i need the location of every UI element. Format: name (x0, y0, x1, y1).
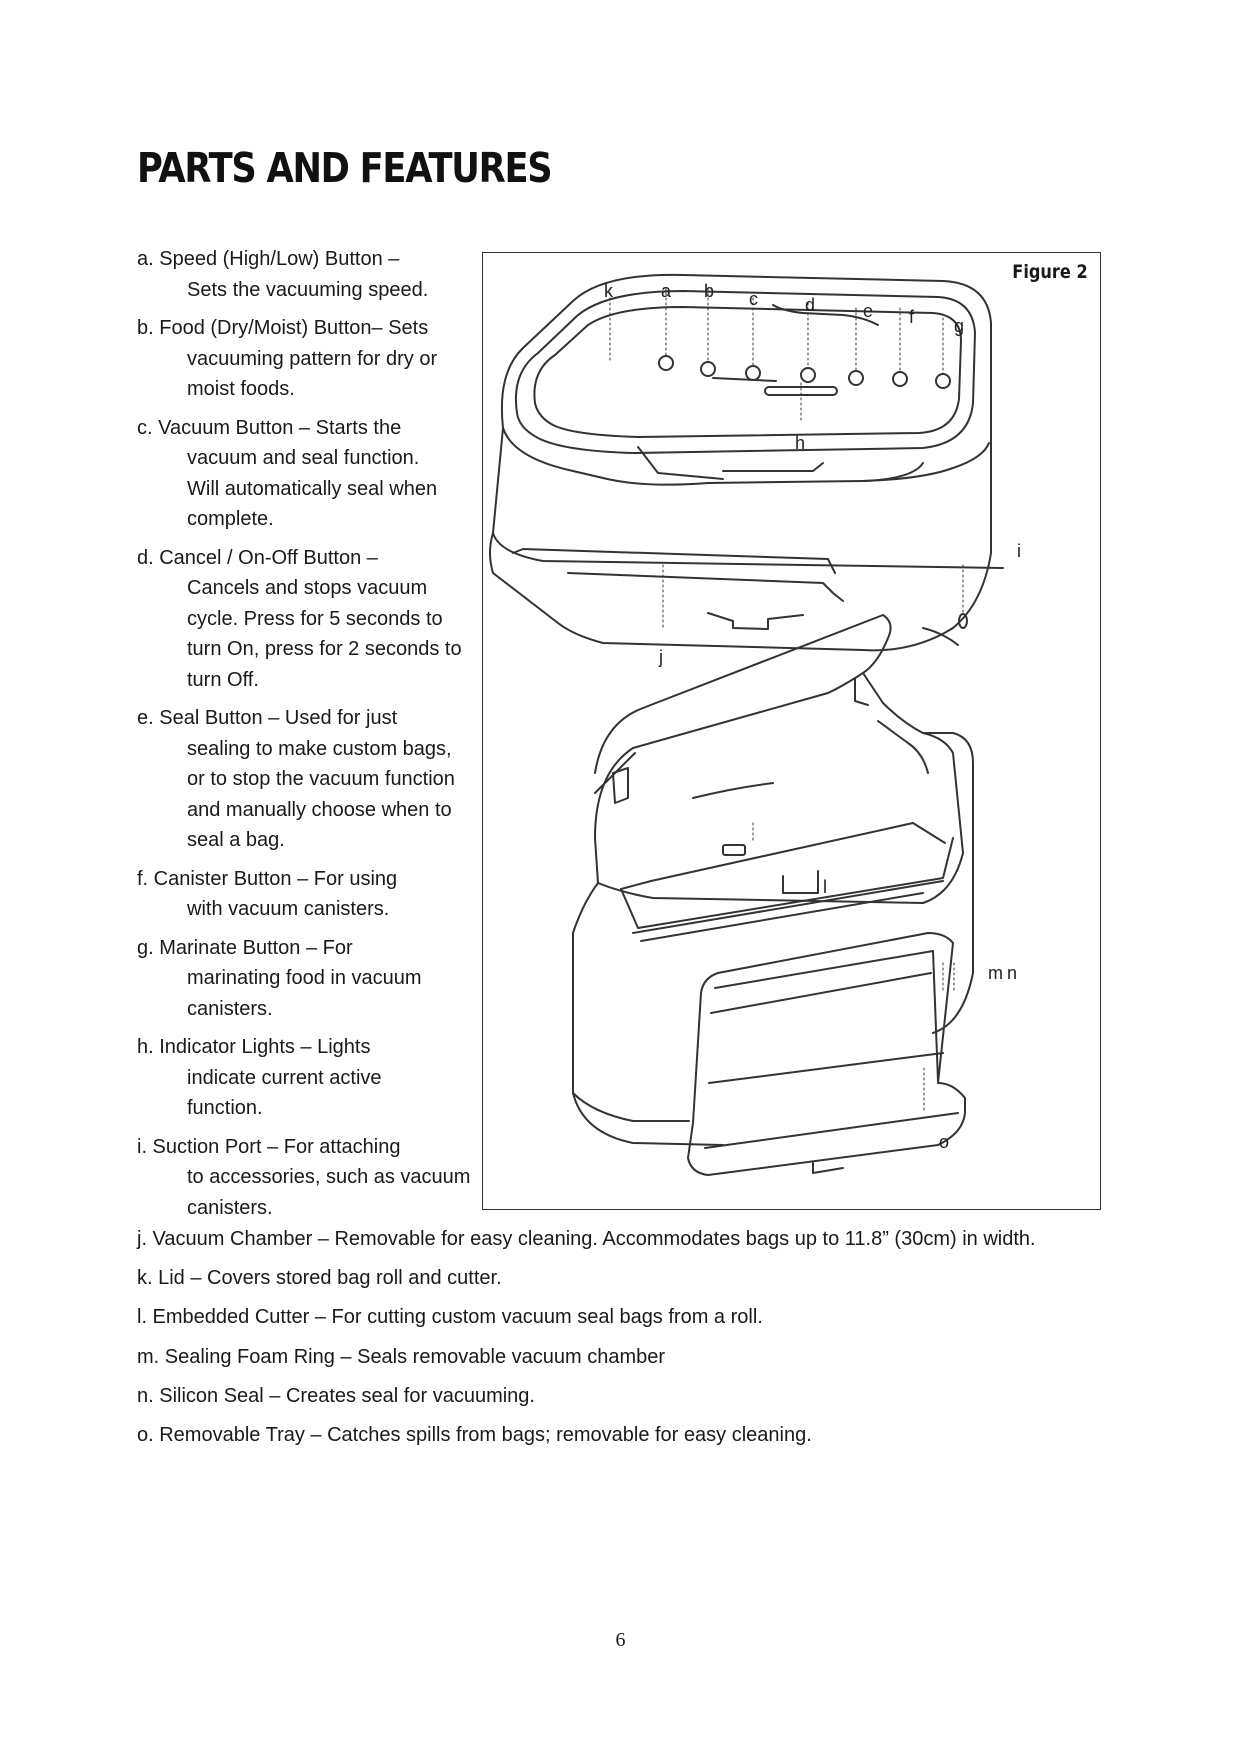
parts-list-bottom (137, 1224, 1097, 1459)
figure-caption: Figure 2 (1012, 261, 1088, 283)
item-line: and manually choose when to (187, 798, 452, 821)
item-line: Cancels and stops vacuum (187, 577, 428, 599)
list-item (137, 703, 477, 856)
item-line: Will automatically seal when (187, 477, 438, 500)
list-item (137, 1032, 477, 1124)
item-line: a. Speed (High/Low) Button – (137, 248, 400, 270)
item-line: with vacuum canisters. (187, 898, 390, 920)
list-item: j. Vacuum Chamber – Removable for easy cleaning. Accommodates bags up to 11.8” (30cm) in width. (137, 1228, 1036, 1250)
item-line: i. Suction Port – For attaching (137, 1135, 401, 1158)
callout-labels (604, 281, 1021, 1152)
list-item (137, 313, 477, 405)
item-line: b. Food (Dry/Moist) Button– Sets (137, 317, 429, 339)
page-number: 6 (615, 1629, 626, 1651)
callout-f: f (909, 307, 915, 327)
callout-g: g (954, 316, 965, 336)
item-line: turn On, press for 2 seconds to (187, 638, 462, 660)
item-line: seal a bag. (187, 829, 285, 851)
list-item (137, 543, 477, 696)
callout-n: n (1007, 963, 1018, 983)
item-line: function. (187, 1097, 263, 1119)
callout-c: c (749, 289, 758, 309)
item-line: vacuum and seal function. (187, 447, 420, 469)
callout-m: m (988, 963, 1003, 983)
callout-j: j (659, 647, 663, 667)
item-line: to accessories, such as vacuum (187, 1166, 471, 1188)
sealer-closed-drawing (490, 275, 1003, 650)
figure-2 (482, 252, 1101, 1210)
callout-e: e (863, 301, 874, 321)
list-item (137, 864, 477, 925)
list-item: n. Silicon Seal – Creates seal for vacuuming. (137, 1384, 535, 1407)
item-line: complete. (187, 508, 274, 530)
list-item (137, 413, 477, 535)
callout-b: b (704, 281, 715, 301)
item-line: sealing to make custom bags, (187, 737, 452, 760)
callout-k: k (604, 281, 613, 301)
list-item: k. Lid – Covers stored bag roll and cutter. (137, 1267, 502, 1290)
item-line: g. Marinate Button – For (137, 936, 353, 959)
list-item (137, 1132, 477, 1224)
callout-o: o (939, 1132, 950, 1152)
vacuum-sealer-illustration (483, 253, 1102, 1211)
item-line: c. Vacuum Button – Starts the (137, 416, 402, 439)
item-line: d. Cancel / On-Off Button – (137, 546, 378, 569)
item-line: indicate current active (187, 1066, 382, 1089)
list-item: m. Sealing Foam Ring – Seals removable vacuum chamber (137, 1345, 666, 1368)
callout-l: l (823, 877, 827, 897)
callout-a: a (661, 281, 672, 301)
item-line: canisters. (187, 1196, 273, 1219)
item-line: vacuuming pattern for dry or (187, 347, 438, 370)
item-line: Sets the vacuuming speed. (187, 278, 429, 301)
list-item: l. Embedded Cutter – For cutting custom vacuum seal bags from a roll. (137, 1306, 763, 1329)
item-line: e. Seal Button – Used for just (137, 707, 398, 729)
item-line: turn Off. (187, 668, 259, 691)
item-line: canisters. (187, 997, 273, 1020)
item-line: f. Canister Button – For using (137, 867, 398, 890)
parts-list-top (137, 244, 477, 1231)
item-line: or to stop the vacuum function (187, 768, 455, 790)
item-line: marinating food in vacuum (187, 967, 422, 989)
callout-i: i (1017, 541, 1021, 561)
item-line: moist foods. (187, 378, 295, 400)
list-item (137, 933, 477, 1025)
callout-h: h (795, 433, 806, 453)
page-title: PARTS AND FEATURES (137, 144, 552, 192)
item-line: h. Indicator Lights – Lights (137, 1036, 371, 1058)
list-item: o. Removable Tray – Catches spills from bags; removable for easy cleaning. (137, 1423, 812, 1446)
sealer-open-drawing (573, 615, 973, 1175)
item-line: cycle. Press for 5 seconds to (187, 607, 443, 630)
callout-d: d (805, 295, 816, 315)
list-item (137, 244, 477, 305)
